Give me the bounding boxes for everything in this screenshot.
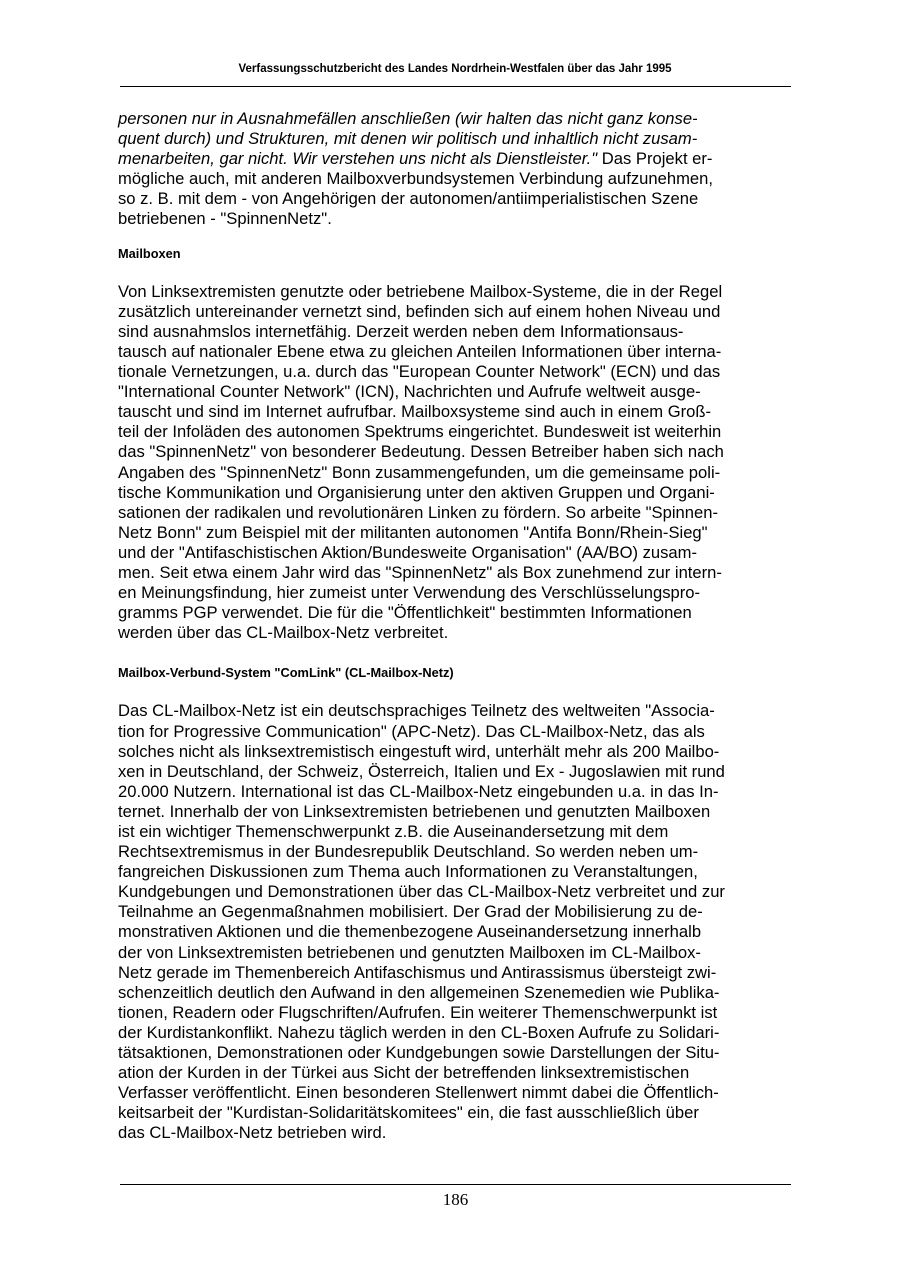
intro-continuation: Das Projekt er- mögliche auch, mit anderen Mailboxverbundsystemen Verbindung aufzunehmen, so z. B. mit dem - von Angehörigen der autonomen/antiimperialistischen Szene betriebenen - "SpinnenNetz". (118, 149, 713, 229)
intro-paragraph (118, 109, 790, 230)
page-number: 186 (442, 1190, 469, 1209)
header-rule (120, 86, 791, 87)
section-paragraph-comlink: Das CL-Mailbox-Netz ist ein deutschsprachiges Teilnetz des weltweiten "Associa- tion for Progressive Communication" (APC-Netz). Das CL-Mailbox-Netz, das als solches nicht als linksextremistisch eingestuft wird, unterhält mehr als 200 Mailbo- xen in Deutschland, der Schweiz, Österreich, Italien und Ex - Jugoslawien mit rund 20.000 Nutzern. International ist das CL-Mailbox-Netz eingebunden u.a. in das In- ternet. Innerhalb der von Linksextremisten betriebenen und genutzten Mailboxen ist ein wichtiger Themenschwerpunkt z.B. die Auseinandersetzung mit dem Rechtsextremismus in der Bundesrepublik Deutschland. So werden neben um- fangreichen Diskussionen zum Thema auch Informationen zu Veranstaltungen, Kundgebungen und Demonstrationen über das CL-Mailbox-Netz verbreitet und zur Teilnahme an Gegenmaßnahmen mobilisiert. Der Grad der Mobilisierung zu de- monstrativen Aktionen und die themenbezogene Auseinandersetzung innerhalb der von Linksextremisten betriebenen und genutzten Mailboxen im CL-Mailbox- Netz gerade im Themenbereich Antifaschismus und Antirassismus übersteigt zwi- schenzeitlich deutlich den Aufwand in den allgemeinen Szenemedien wie Publika- tionen, Readern oder Flugschriften/Aufrufen. Ein weiterer Themenschwerpunkt ist der Kurdistankonflikt. Nahezu täglich werden in den CL-Boxen Aufrufe zu Solidari- tätsaktionen, Demonstrationen oder Kundgebungen sowie Darstellungen der Situ- ation der Kurden in der Türkei aus Sicht der betreffenden linksextremistischen Verfasser veröffentlicht. Einen besonderen Stellenwert nimmt dabei die Öffentlich- keitsarbeit der "Kurdistan-Solidaritätskomitees" ein, die fast ausschließlich über das CL-Mailbox-Netz betrieben wird. (118, 701, 725, 1143)
page-content (118, 109, 790, 1144)
section-heading-mailboxen: Mailboxen (118, 245, 181, 261)
running-header: Verfassungsschutzbericht des Landes Nordrhein-Westfalen über das Jahr 1995 (238, 63, 672, 75)
intro-quote: personen nur in Ausnahmefällen anschließen (wir halten das nicht ganz konse- quent durch) und Strukturen, mit denen wir politisch und inhaltlich nicht zusam- menarbeiten, gar nicht. Wir verstehen uns nicht als Dienstleister." (118, 109, 698, 169)
footer-rule (120, 1184, 791, 1185)
section-paragraph-mailboxen: Von Linksextremisten genutzte oder betriebene Mailbox-Systeme, die in der Regel zusätzlich untereinander vernetzt sind, befinden sich auf einem hohen Niveau und sind ausnahmslos internetfähig. Derzeit werden neben dem Informationsaus- tausch auf nationaler Ebene etwa zu gleichen Anteilen Informationen über interna- tionale Vernetzungen, u.a. durch das "European Counter Network" (ECN) und das "International Counter Network" (ICN), Nachrichten und Aufrufe weltweit ausge- tauscht und sind im Internet aufrufbar. Mailboxsysteme sind auch in einem Groß- teil der Infoläden des autonomen Spektrums eingerichtet. Bundesweit ist weiterhin das "SpinnenNetz" von besonderer Bedeutung. Dessen Betreiber haben sich nach Angaben des "SpinnenNetz" Bonn zusammengefunden, um die gemeinsame poli- tische Kommunikation und Organisierung unter den aktiven Gruppen und Organi- sationen der radikalen und revolutionären Linken zu fördern. So arbeite "Spinnen- Netz Bonn" zum Beispiel mit der militanten autonomen "Antifa Bonn/Rhein-Sieg" und der "Antifaschistischen Aktion/Bundesweite Organisation" (AA/BO) zusam- men. Seit etwa einem Jahr wird das "SpinnenNetz" als Box zunehmend zur intern- en Meinungsfindung, hier zumeist unter Verwendung des Verschlüsselungspro- gramms PGP verwendet. Die für die "Öffentlichkeit" bestimmten Informationen werden über das CL-Mailbox-Netz verbreitet. (118, 281, 724, 643)
section-heading-comlink: Mailbox-Verbund-System "ComLink" (CL-Mailbox-Netz) (118, 665, 454, 681)
